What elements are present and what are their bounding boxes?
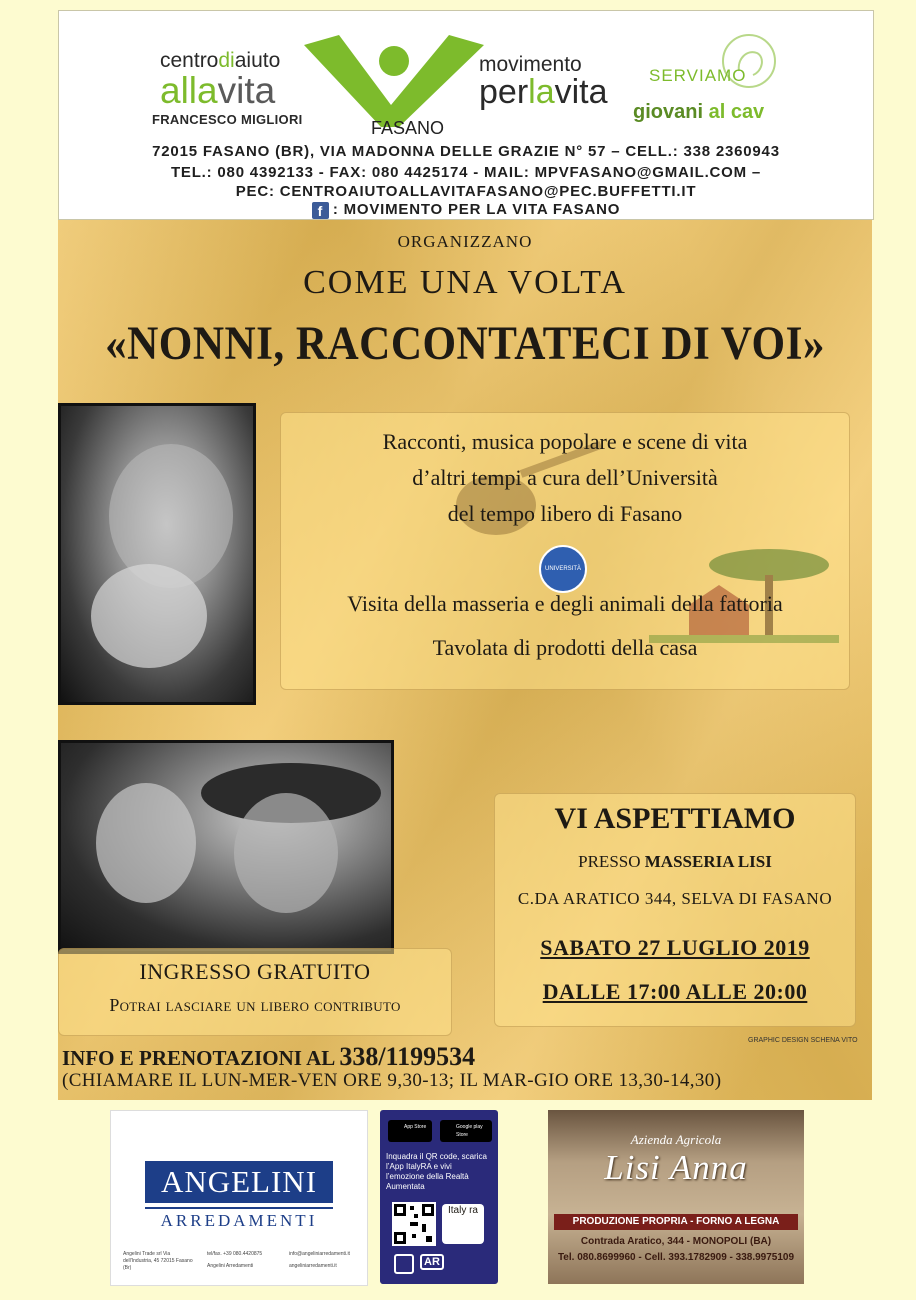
venue-line: PRESSO MASSERIA LISI [578,852,772,871]
header-pec[interactable]: PEC: CENTROAIUTOALLAVITAFASANO@PEC.BUFFETTI.IT [235,183,697,200]
activities-panel [280,412,850,690]
event-poster [58,220,872,1100]
activity-line-5: Tavolata di prodotti della casa [432,635,698,660]
phone-icon [394,1254,414,1274]
poster-subtitle: COME UNA VOLTA [303,264,627,301]
activity-line-2: d’altri tempi a cura dell’Università [412,465,718,490]
header-address: 72015 FASANO (BR), VIA MADONNA DELLE GRAZIE N° 57 – CELL.: 338 2360943 [152,143,780,160]
italyra-logo: Italy ra [442,1204,484,1244]
header-banner [58,10,874,220]
italyra-sponsor[interactable] [380,1110,498,1284]
organizzano-label: ORGANIZZANO [397,232,533,251]
poster-title: «NONNI, RACCONTATECI DI VOI» [105,317,825,370]
angelini-address: Angelini Trade srl Via dell'Industria, 45 72015 Fasano (Br) [123,1251,193,1271]
lisi-production-bar: PRODUZIONE PROPRIA - FORNO A LEGNA [554,1214,798,1230]
activity-line-4: Visita della masseria e degli animali della fattoria [347,591,783,616]
activity-line-3: del tempo libero di Fasano [447,501,683,526]
v-person-logo-icon [299,31,489,131]
movimento-logo-main: perlavita [479,73,608,111]
google-play-badge[interactable]: Google play Store [440,1120,492,1142]
qr-code-icon[interactable] [392,1202,436,1246]
app-store-badge[interactable]: App Store [388,1120,432,1142]
centro-aiuto-logo-main: allavita [160,70,276,111]
facebook-icon: f [312,202,329,219]
graphic-credit: GRAPHIC DESIGN SCHENA VITO [748,1037,858,1044]
angelini-mail: info@angeliniarredamenti.it [289,1251,350,1257]
angelini-tel: tel/fax. +39 080.4420875 [207,1251,263,1257]
phone-number[interactable]: 338/1199534 [339,1042,476,1071]
serviamo-logo-top: SERVIAMO [649,66,747,85]
contribution-note: Potrai lasciare un libero contributo [109,995,401,1015]
lisi-address: Contrada Aratico, 344 - MONOPOLI (BA) [580,1236,772,1247]
venue-address: C.DA ARATICO 344, SELVA DI FASANO [517,889,833,908]
centro-aiuto-logo-top: centrodiaiuto [160,49,281,72]
grandfather-child-photo [58,740,394,954]
header-phones: TEL.: 080 4392133 - FAX: 080 4425174 - MAIL: MPVFASANO@GMAIL.COM – [170,164,762,181]
lisi-phones: Tel. 080.8699960 - Cell. 393.1782909 - 338.9975109 [557,1252,795,1263]
angelini-facebook: Angelini Arredamenti [207,1263,254,1269]
lisi-label: Azienda Agricola [630,1132,722,1147]
lisi-name: Lisi Anna [604,1148,748,1187]
serviamo-logo-bottom: giovani al cav [633,101,765,123]
header-facebook[interactable]: f : MOVIMENTO PER LA VITA FASANO [59,201,873,219]
grandmother-baby-photo [58,403,256,705]
free-entry-label: INGRESSO GRATUITO [139,959,371,984]
angelini-sponsor[interactable] [110,1110,368,1286]
angelini-logo: ANGELINI [145,1161,333,1203]
event-date: SABATO 27 LUGLIO 2019 [540,935,810,960]
angelini-subtitle: ARREDAMENTI [145,1207,333,1231]
university-seal: UNIVERSITÀ [539,545,587,593]
invite-heading: VI ASPETTIAMO [554,802,796,835]
fasano-label: FASANO [371,118,445,138]
lisi-anna-sponsor[interactable] [548,1110,804,1284]
info-bookings: INFO E PRENOTAZIONI AL 338/1199534 [62,1042,476,1071]
centro-aiuto-logo-sub: FRANCESCO MIGLIORI [152,112,303,127]
angelini-web: angeliniarredamenti.it [289,1263,337,1269]
entry-panel [58,948,452,1036]
ar-badge: AR [420,1254,444,1270]
italyra-instructions: Inquadra il QR code, scarica l’App ItalyRA e vivi l’emozione della Realtà Aumentata [386,1152,487,1191]
event-info-panel [494,793,856,1027]
call-hours: (CHIAMARE IL LUN-MER-VEN ORE 9,30-13; IL MAR-GIO ORE 13,30-14,30) [62,1070,722,1091]
movimento-logo-top: movimento [479,53,582,76]
activity-line-1: Racconti, musica popolare e scene di vita [382,429,748,454]
event-hours: DALLE 17:00 ALLE 20:00 [542,979,808,1004]
